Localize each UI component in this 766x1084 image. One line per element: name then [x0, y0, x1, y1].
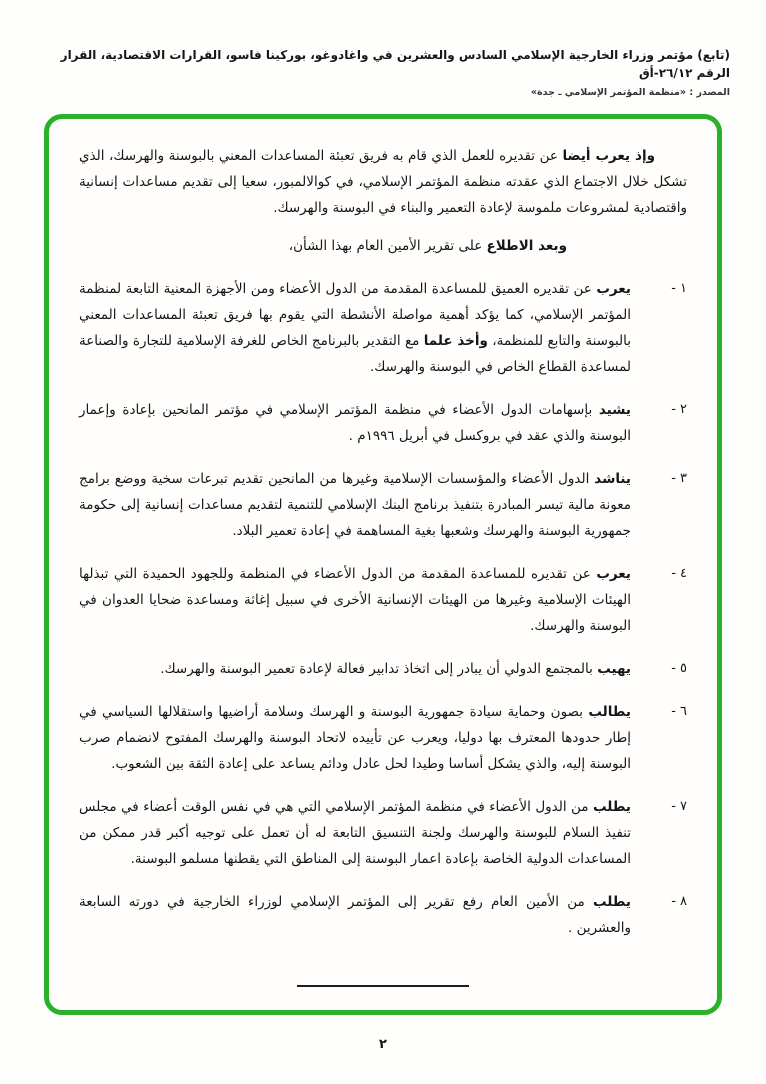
document-frame: [44, 114, 722, 1015]
item-text: يطلب من الأمين العام رفع تقرير إلى المؤتمر الإسلامي لوزراء الخارجية في دورته السابعة والعشرين .: [79, 894, 631, 936]
document-header: [0, 0, 766, 98]
resolution-item: [79, 561, 687, 639]
item-text: يطلب من الدول الأعضاء في منظمة المؤتمر الإسلامي التي هي في نفس الوقت أعضاء في مجلس تنفيذ السلام للبوسنة والهرسك ولجنة التنسيق التابعة له أن تعمل على توجيه أكبر قدر ممكن من المساعدات الدولية الخاصة بإعادة اعمار البوسنة إلى المناطق التي يقطنها مسلمو البوسنة.: [79, 799, 631, 867]
item-marker: ٢ -: [671, 402, 687, 417]
item-text: يشيد بإسهامات الدول الأعضاء في منظمة المؤتمر الإسلامي في مؤتمر المانحين بإعادة وإعمار البوسنة والذي عقد في بروكسل في أبريل ١٩٩٦م .: [79, 402, 631, 444]
item-marker: ٤ -: [671, 566, 687, 581]
item-text: يعرب عن تقديره للمساعدة المقدمة من الدول الأعضاء في المنظمة وللجهود الحميدة التي تبذلها الهيئات الإسلامية وغيرها من الهيئات الإنسانية الأخرى في سبيل إغاثة ومساعدة ضحايا العدوان في البوسنة والهرسك.: [79, 566, 631, 634]
separator-rule: [297, 985, 469, 987]
preamble-paragraph: وإذ يعرب أيضا عن تقديره للعمل الذي قام به فريق تعبئة المساعدات المعني بالبوسنة والهرسك، الذي تشكل خلال الاجتماع الذي عقدته منظمة المؤتمر الإسلامي، في كوالالمبور، سعيا إلى تقديم مساعدات إنسانية واقتصادية لمشروعات ملموسة لإعادة التعمير والبناء في البوسنة والهرسك.: [79, 148, 687, 216]
item-text: يعرب عن تقديره العميق للمساعدة المقدمة من الدول الأعضاء ومن الأجهزة المعنية التابعة لمنظمة المؤتمر الإسلامي، كما يؤكد أهمية مواصلة الأنشطة التي يقوم بها فريق تعبئة المساعدات المعني بالبوسنة والتابع للمنظمة، وأخذ علما مع التقدير بالبرنامج الخاص للغرفة الإسلامية للتجارة والصناعة لمساعدة القطاع الخاص في البوسنة والهرسك.: [79, 281, 631, 375]
resolution-item: [79, 466, 687, 544]
item-text: يطالب بصون وحماية سيادة جمهورية البوسنة و الهرسك وسلامة أراضيها واستقلالها السياسي في إطار حدودها المعترف بها دوليا، ويعرب عن تأييده لاتحاد البوسنة والهرسك المفتوح لانضمام صرب البوسنة إليه، والذي يشكل أساسا وطيدا لحل عادل ودائم يساعد على إعادة الثقة بين الشعوب.: [79, 704, 631, 772]
item-marker: ١ -: [671, 281, 687, 296]
resolution-item: [79, 699, 687, 777]
resolution-item: [79, 889, 687, 941]
item-marker: ٧ -: [671, 799, 687, 814]
resolution-item: [79, 397, 687, 449]
resolution-item: [79, 794, 687, 872]
header-title-line: (تابع) مؤتمر وزراء الخارجية الإسلامي السادس والعشرين في واغادوغو، بوركينا فاسو، القرارات الاقتصادية، القرار الرقم ٢٦/١٢-أق: [60, 48, 730, 80]
preamble-paragraph: وبعد الاطلاع على تقرير الأمين العام بهذا الشأن،: [288, 238, 567, 254]
item-marker: ٨ -: [671, 894, 687, 909]
resolution-item: [79, 656, 687, 682]
page-number: ٢: [379, 1037, 387, 1052]
resolution-items: [79, 276, 687, 941]
source-line: المصدر : «منظمة المؤتمر الإسلامي ـ جدة»: [530, 87, 730, 98]
item-text: يناشد الدول الأعضاء والمؤسسات الإسلامية وغيرها من المانحين تقديم تبرعات سخية ووضع برامج معونة مالية تيسر المبادرة بتنفيذ برنامج البنك الإسلامي للتنمية لتقديم مساعدات إنسانية إلى حكومة جمهورية البوسنة والهرسك وشعبها بغية المساهمة في إعادة تعمير البلاد.: [79, 471, 631, 539]
item-text: يهيب بالمجتمع الدولي أن يبادر إلى اتخاذ تدابير فعالة لإعادة تعمير البوسنة والهرسك.: [160, 661, 631, 677]
resolution-item: [79, 276, 687, 380]
item-marker: ٦ -: [671, 704, 687, 719]
item-marker: ٥ -: [671, 661, 687, 676]
item-marker: ٣ -: [671, 471, 687, 486]
